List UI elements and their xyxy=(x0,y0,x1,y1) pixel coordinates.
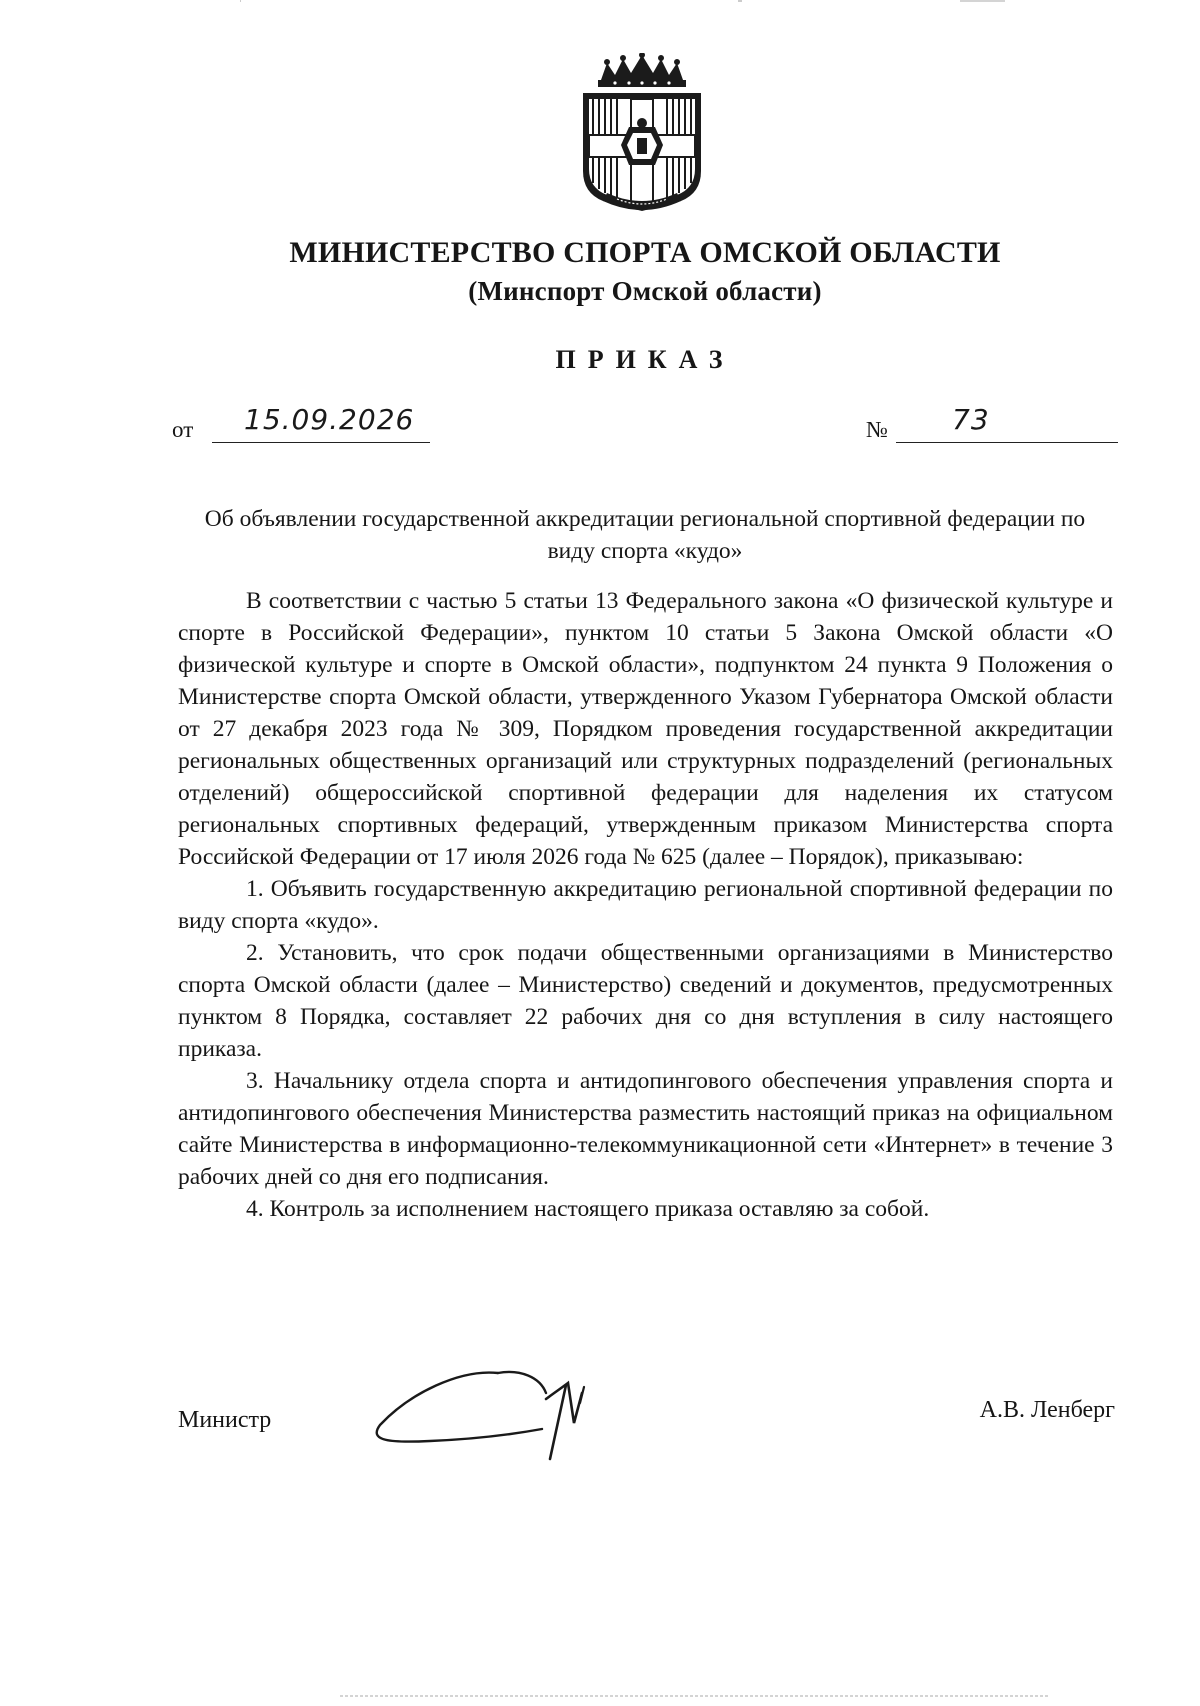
ministry-name: МИНИСТЕРСТВО СПОРТА ОМСКОЙ ОБЛАСТИ xyxy=(289,236,1001,269)
coat-of-arms-icon xyxy=(573,53,711,213)
number-underline xyxy=(896,442,1118,443)
date-underline xyxy=(212,442,430,443)
date-value: 15.09.2026 xyxy=(244,403,415,436)
signature-block xyxy=(0,1375,1200,1455)
clause-1: 1. Объявить государственную аккредитацию региональной спортивной федерации по виду спорта «кудо». xyxy=(178,876,1113,934)
number-prefix: № xyxy=(866,417,888,442)
preamble-paragraph: В соответствии с частью 5 статьи 13 Федерального закона «О физической культуре и спорте в Российской Федерации», пунктом 10 статьи 5 Закона Омской области «О физической культуре и спорте в Омской области», подпунктом 24 пункта 9 Положения о Министерстве спорта Омской области, утвержденного Указом Губернатора Омской области от 27 декабря 2023 года № 309, Порядком проведения государственной аккредитации региональных общественных организаций или структурных подразделений (региональных отделений) общероссийской спортивной федерации для наделения их статусом региональных спортивных федераций, утвержденным приказом Министерства спорта Российской Федерации от 17 июля 2026 года № 625 (далее – Порядок), приказываю: xyxy=(178,588,1113,870)
ministry-short-name: (Минспорт Омской области) xyxy=(468,276,822,306)
handwritten-signature-icon xyxy=(370,1363,640,1473)
clause-4: 4. Контроль за исполнением настоящего приказа оставляю за собой. xyxy=(246,1196,930,1222)
order-subject: Об объявлении государственной аккредитации региональной спортивной федерации по виду спорта «кудо» xyxy=(204,506,1086,564)
order-body xyxy=(178,585,1113,1225)
clause-2: 2. Установить, что срок подачи общественными организациями в Министерство спорта Омской области (далее – Министерство) сведений и документов, предусмотренных пунктом 8 Порядка, составляет 22 рабочих дня со дня вступления в силу настоящего приказа. xyxy=(178,940,1113,1062)
date-prefix: от xyxy=(172,417,194,442)
signatory-name: А.В. Ленберг xyxy=(979,1397,1115,1423)
scan-edge-top xyxy=(0,0,1200,4)
scan-edge-bottom xyxy=(0,1694,1200,1698)
number-value: 73 xyxy=(952,403,990,436)
signatory-title: Министр xyxy=(178,1407,272,1433)
clause-3: 3. Начальнику отдела спорта и антидопингового обеспечения управления спорта и антидопингового обеспечения Министерства разместить настоящий приказ на официальном сайте Министерства в информационно-телекоммуникационной сети «Интернет» в течение 3 рабочих дней со дня его подписания. xyxy=(178,1068,1113,1190)
document-type-heading: ПРИКАЗ xyxy=(555,345,735,374)
